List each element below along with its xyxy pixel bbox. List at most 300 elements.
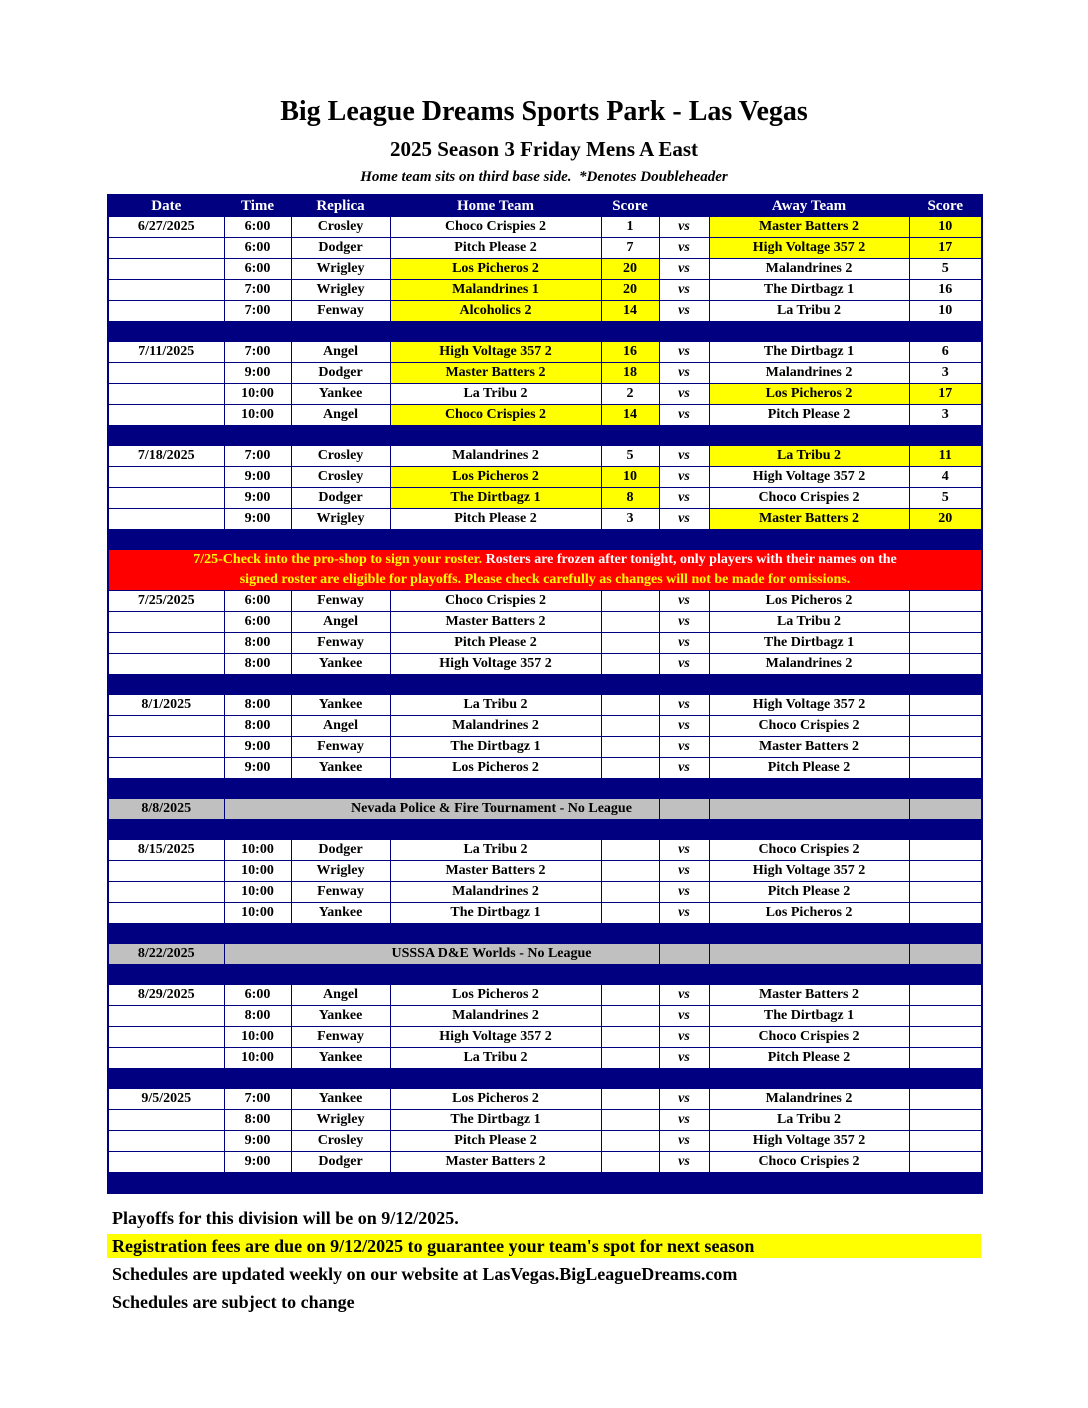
home-score-cell (601, 758, 659, 779)
schedule-body (108, 217, 982, 1193)
away-score-cell (909, 591, 982, 612)
away-score-cell: 11 (909, 446, 982, 467)
time-cell: 6:00 (224, 985, 291, 1006)
game-row (108, 903, 982, 924)
away-team-cell: The Dirtbagz 1 (709, 280, 909, 301)
vs-cell: vs (659, 654, 709, 675)
spacer-row (108, 675, 982, 695)
time-cell: 7:00 (224, 446, 291, 467)
away-team-cell: High Voltage 357 2 (709, 861, 909, 882)
home-score-cell (601, 1048, 659, 1069)
date-cell (108, 1048, 224, 1069)
home-team-cell: La Tribu 2 (390, 840, 601, 861)
away-team-cell: Los Picheros 2 (709, 591, 909, 612)
spacer-cell (108, 1173, 982, 1193)
time-cell: 7:00 (224, 342, 291, 363)
home-team-cell: High Voltage 357 2 (390, 342, 601, 363)
game-row (108, 509, 982, 530)
date-cell: 8/8/2025 (108, 799, 224, 820)
game-row (108, 633, 982, 654)
away-score-cell: 10 (909, 301, 982, 322)
game-row (108, 1110, 982, 1131)
home-team-cell: Los Picheros 2 (390, 758, 601, 779)
vs-cell: vs (659, 591, 709, 612)
game-row (108, 716, 982, 737)
away-score-cell (909, 903, 982, 924)
time-cell: 8:00 (224, 1110, 291, 1131)
home-team-cell: Pitch Please 2 (390, 509, 601, 530)
game-row (108, 840, 982, 861)
home-team-cell: Los Picheros 2 (390, 259, 601, 280)
game-row (108, 1089, 982, 1110)
away-score-cell: 6 (909, 342, 982, 363)
away-team-cell: Master Batters 2 (709, 217, 909, 238)
home-team-cell: Pitch Please 2 (390, 1131, 601, 1152)
away-team-cell: Malandrines 2 (709, 654, 909, 675)
date-cell: 6/27/2025 (108, 217, 224, 238)
date-cell: 7/25/2025 (108, 591, 224, 612)
replica-cell: Dodger (291, 488, 390, 509)
time-cell: 9:00 (224, 1152, 291, 1173)
game-row (108, 1131, 982, 1152)
home-score-cell (601, 985, 659, 1006)
time-cell: 8:00 (224, 633, 291, 654)
away-score-cell (909, 1131, 982, 1152)
replica-cell: Dodger (291, 1152, 390, 1173)
away-score-cell (909, 654, 982, 675)
away-team-cell: La Tribu 2 (709, 301, 909, 322)
header-date: Date (108, 195, 224, 217)
time-cell: 6:00 (224, 591, 291, 612)
home-score-cell (601, 1152, 659, 1173)
vs-cell: vs (659, 612, 709, 633)
date-cell (108, 758, 224, 779)
away-team-cell: Choco Crispies 2 (709, 716, 909, 737)
home-team-cell: Pitch Please 2 (390, 238, 601, 259)
replica-cell: Crosley (291, 1131, 390, 1152)
replica-cell: Dodger (291, 238, 390, 259)
vs-cell: vs (659, 488, 709, 509)
vs-cell: vs (659, 363, 709, 384)
game-row (108, 405, 982, 426)
away-team-cell: Malandrines 2 (709, 363, 909, 384)
replica-cell: Yankee (291, 695, 390, 716)
away-team-cell: High Voltage 357 2 (709, 467, 909, 488)
date-cell (108, 716, 224, 737)
vs-cell: vs (659, 342, 709, 363)
away-team-cell: Choco Crispies 2 (709, 1152, 909, 1173)
game-row (108, 384, 982, 405)
vs-cell: vs (659, 1110, 709, 1131)
away-team-cell: High Voltage 357 2 (709, 695, 909, 716)
away-score-cell (909, 716, 982, 737)
spacer-cell (108, 924, 982, 944)
spacer-row (108, 426, 982, 446)
away-team-cell: La Tribu 2 (709, 446, 909, 467)
home-score-cell: 7 (601, 238, 659, 259)
header-row (108, 195, 982, 217)
date-cell (108, 488, 224, 509)
roster-notice-row (108, 550, 982, 591)
header-away-team: Away Team (709, 195, 909, 217)
home-team-cell: Master Batters 2 (390, 363, 601, 384)
date-cell (108, 259, 224, 280)
date-cell (108, 861, 224, 882)
away-score-cell: 17 (909, 238, 982, 259)
away-team-cell: Malandrines 2 (709, 1089, 909, 1110)
replica-cell: Wrigley (291, 259, 390, 280)
date-cell: 8/29/2025 (108, 985, 224, 1006)
home-team-cell: Malandrines 2 (390, 882, 601, 903)
home-team-cell: The Dirtbagz 1 (390, 903, 601, 924)
game-row (108, 861, 982, 882)
home-score-cell (601, 654, 659, 675)
time-cell: 10:00 (224, 384, 291, 405)
replica-cell: Angel (291, 716, 390, 737)
away-team-cell: Pitch Please 2 (709, 1048, 909, 1069)
home-team-cell: High Voltage 357 2 (390, 654, 601, 675)
home-score-cell (601, 903, 659, 924)
date-cell (108, 1027, 224, 1048)
away-team-cell: Malandrines 2 (709, 259, 909, 280)
home-team-cell: The Dirtbagz 1 (390, 737, 601, 758)
tournament-label-cell: Nevada Police & Fire Tournament - No League (224, 799, 659, 820)
game-row (108, 758, 982, 779)
vs-cell: vs (659, 903, 709, 924)
vs-cell: vs (659, 737, 709, 758)
vs-cell: vs (659, 1027, 709, 1048)
spacer-cell (108, 426, 982, 446)
away-team-cell: La Tribu 2 (709, 1110, 909, 1131)
vs-cell: vs (659, 467, 709, 488)
home-score-cell: 1 (601, 217, 659, 238)
game-row (108, 238, 982, 259)
home-score-cell (601, 591, 659, 612)
home-team-note: Home team sits on third base side. *Denotes Doubleheader (360, 169, 728, 186)
home-team-cell: Pitch Please 2 (390, 633, 601, 654)
tournament-label-cell: USSSA D&E Worlds - No League (224, 944, 659, 965)
away-team-cell: Choco Crispies 2 (709, 488, 909, 509)
home-score-cell: 14 (601, 301, 659, 322)
time-cell: 7:00 (224, 301, 291, 322)
replica-cell: Yankee (291, 654, 390, 675)
time-cell: 6:00 (224, 217, 291, 238)
time-cell: 10:00 (224, 861, 291, 882)
vs-cell: vs (659, 633, 709, 654)
header-home-team: Home Team (390, 195, 601, 217)
game-row (108, 591, 982, 612)
season-subtitle: 2025 Season 3 Friday Mens A East (389, 137, 699, 162)
replica-cell: Wrigley (291, 280, 390, 301)
home-score-cell: 20 (601, 259, 659, 280)
date-cell (108, 405, 224, 426)
date-cell (108, 903, 224, 924)
notice-text-segment: signed roster are eligible for playoffs. Please check carefully as changes will not be made for omissions. (239, 572, 851, 588)
spacer-row (108, 1069, 982, 1089)
vs-cell: vs (659, 217, 709, 238)
home-team-cell: Los Picheros 2 (390, 985, 601, 1006)
home-team-cell: Malandrines 1 (390, 280, 601, 301)
game-row (108, 280, 982, 301)
game-row (108, 301, 982, 322)
game-row (108, 259, 982, 280)
away-team-cell: Pitch Please 2 (709, 758, 909, 779)
replica-cell: Angel (291, 985, 390, 1006)
away-score-cell (909, 1048, 982, 1069)
home-team-cell: High Voltage 357 2 (390, 1027, 601, 1048)
replica-cell: Dodger (291, 363, 390, 384)
away-score-cell (909, 1110, 982, 1131)
time-cell: 7:00 (224, 280, 291, 301)
away-team-cell: Choco Crispies 2 (709, 1027, 909, 1048)
away-score-cell (909, 1027, 982, 1048)
away-team-cell: Pitch Please 2 (709, 405, 909, 426)
home-team-cell: Choco Crispies 2 (390, 405, 601, 426)
vs-cell: vs (659, 301, 709, 322)
game-row (108, 882, 982, 903)
date-cell (108, 1110, 224, 1131)
away-score-cell: 10 (909, 217, 982, 238)
replica-cell: Crosley (291, 467, 390, 488)
time-cell: 8:00 (224, 716, 291, 737)
home-team-cell: La Tribu 2 (390, 1048, 601, 1069)
spacer-cell (108, 530, 982, 550)
time-cell: 10:00 (224, 882, 291, 903)
date-cell (108, 467, 224, 488)
away-team-cell: Master Batters 2 (709, 737, 909, 758)
away-score-cell: 5 (909, 259, 982, 280)
replica-cell: Angel (291, 342, 390, 363)
vs-cell: vs (659, 259, 709, 280)
spacer-cell (108, 675, 982, 695)
away-score-cell (909, 985, 982, 1006)
game-row (108, 1048, 982, 1069)
spacer-row (108, 530, 982, 550)
home-score-cell (601, 633, 659, 654)
away-team-cell: Los Picheros 2 (709, 903, 909, 924)
home-team-cell: Master Batters 2 (390, 861, 601, 882)
time-cell: 9:00 (224, 467, 291, 488)
home-score-cell (601, 695, 659, 716)
game-row (108, 737, 982, 758)
time-cell: 10:00 (224, 1027, 291, 1048)
date-cell: 7/18/2025 (108, 446, 224, 467)
away-score-cell: 5 (909, 488, 982, 509)
away-score-cell: 16 (909, 280, 982, 301)
away-score-cell (909, 612, 982, 633)
game-row (108, 363, 982, 384)
home-score-cell (601, 1131, 659, 1152)
game-row (108, 612, 982, 633)
away-score-cell: 20 (909, 509, 982, 530)
time-cell: 10:00 (224, 405, 291, 426)
home-score-cell (601, 1006, 659, 1027)
notice-text-segment: 7/25-Check into the pro-shop to sign your roster. (193, 552, 483, 568)
game-row (108, 342, 982, 363)
time-cell: 6:00 (224, 612, 291, 633)
away-score-cell (909, 695, 982, 716)
vs-cell: vs (659, 405, 709, 426)
away-team-cell: High Voltage 357 2 (709, 238, 909, 259)
date-cell (108, 238, 224, 259)
notice-text-segment: Rosters are frozen after tonight, only players with their names on the (482, 552, 897, 568)
replica-cell: Angel (291, 612, 390, 633)
away-score-cell (909, 737, 982, 758)
away-team-cell: Master Batters 2 (709, 985, 909, 1006)
time-cell: 9:00 (224, 1131, 291, 1152)
spacer-row (108, 1173, 982, 1193)
away-score-cell: 3 (909, 363, 982, 384)
away-team-cell (709, 944, 909, 965)
game-row (108, 1006, 982, 1027)
date-cell (108, 384, 224, 405)
vs-cell: vs (659, 446, 709, 467)
replica-cell: Yankee (291, 1006, 390, 1027)
away-score-cell (909, 799, 982, 820)
replica-cell: Angel (291, 405, 390, 426)
date-cell (108, 301, 224, 322)
roster-notice-cell (108, 550, 982, 591)
spacer-cell (108, 322, 982, 342)
replica-cell: Yankee (291, 903, 390, 924)
replica-cell: Fenway (291, 301, 390, 322)
notice-line (109, 570, 981, 590)
home-team-cell: Malandrines 2 (390, 716, 601, 737)
away-team-cell: Los Picheros 2 (709, 384, 909, 405)
date-cell: 8/15/2025 (108, 840, 224, 861)
date-cell (108, 363, 224, 384)
home-score-cell: 20 (601, 280, 659, 301)
vs-cell: vs (659, 882, 709, 903)
time-cell: 10:00 (224, 1048, 291, 1069)
vs-cell: vs (659, 695, 709, 716)
page-title: Big League Dreams Sports Park - Las Vegas (280, 96, 808, 127)
away-team-cell: The Dirtbagz 1 (709, 342, 909, 363)
date-cell (108, 882, 224, 903)
spacer-row (108, 779, 982, 799)
replica-cell: Fenway (291, 882, 390, 903)
spacer-row (108, 965, 982, 985)
away-score-cell (909, 861, 982, 882)
replica-cell: Yankee (291, 1048, 390, 1069)
tournament-row (108, 799, 982, 820)
registration-note: Registration fees are due on 9/12/2025 to guarantee your team's spot for next season (107, 1234, 981, 1258)
time-cell: 9:00 (224, 737, 291, 758)
time-cell: 9:00 (224, 758, 291, 779)
home-team-cell: Choco Crispies 2 (390, 217, 601, 238)
time-cell: 6:00 (224, 238, 291, 259)
home-score-cell: 8 (601, 488, 659, 509)
replica-cell: Fenway (291, 633, 390, 654)
replica-cell: Wrigley (291, 1110, 390, 1131)
spacer-cell (108, 1069, 982, 1089)
home-team-cell: The Dirtbagz 1 (390, 1110, 601, 1131)
date-cell (108, 509, 224, 530)
date-cell (108, 612, 224, 633)
date-cell: 7/11/2025 (108, 342, 224, 363)
vs-cell: vs (659, 985, 709, 1006)
home-score-cell: 2 (601, 384, 659, 405)
home-team-cell: Malandrines 2 (390, 446, 601, 467)
date-cell: 8/1/2025 (108, 695, 224, 716)
home-score-cell: 3 (601, 509, 659, 530)
home-team-cell: Master Batters 2 (390, 612, 601, 633)
playoffs-note: Playoffs for this division will be on 9/12/2025. (112, 1207, 459, 1228)
time-cell: 8:00 (224, 695, 291, 716)
spacer-cell (108, 965, 982, 985)
vs-cell: vs (659, 1131, 709, 1152)
away-team-cell: Choco Crispies 2 (709, 840, 909, 861)
header-time: Time (224, 195, 291, 217)
vs-cell: vs (659, 384, 709, 405)
vs-cell: vs (659, 1152, 709, 1173)
replica-cell: Crosley (291, 446, 390, 467)
tournament-row (108, 944, 982, 965)
date-cell (108, 1152, 224, 1173)
vs-cell: vs (659, 861, 709, 882)
home-score-cell (601, 840, 659, 861)
time-cell: 9:00 (224, 509, 291, 530)
spacer-cell (108, 820, 982, 840)
home-score-cell (601, 612, 659, 633)
time-cell: 7:00 (224, 1089, 291, 1110)
vs-cell: vs (659, 716, 709, 737)
date-cell (108, 280, 224, 301)
time-cell: 10:00 (224, 840, 291, 861)
date-cell: 8/22/2025 (108, 944, 224, 965)
game-row (108, 985, 982, 1006)
home-team-cell: La Tribu 2 (390, 384, 601, 405)
replica-cell: Yankee (291, 758, 390, 779)
time-cell: 9:00 (224, 488, 291, 509)
time-cell: 9:00 (224, 363, 291, 384)
away-team-cell: Master Batters 2 (709, 509, 909, 530)
vs-cell: vs (659, 1089, 709, 1110)
vs-cell: vs (659, 238, 709, 259)
date-cell (108, 633, 224, 654)
date-cell: 9/5/2025 (108, 1089, 224, 1110)
home-team-cell: The Dirtbagz 1 (390, 488, 601, 509)
away-score-cell (909, 840, 982, 861)
away-score-cell (909, 944, 982, 965)
away-score-cell: 4 (909, 467, 982, 488)
date-cell (108, 1006, 224, 1027)
home-score-cell (601, 1089, 659, 1110)
home-score-cell (601, 861, 659, 882)
home-team-cell: Los Picheros 2 (390, 1089, 601, 1110)
away-score-cell: 17 (909, 384, 982, 405)
vs-cell: vs (659, 758, 709, 779)
replica-cell: Wrigley (291, 509, 390, 530)
home-score-cell (601, 716, 659, 737)
home-score-cell (601, 737, 659, 758)
time-cell: 8:00 (224, 654, 291, 675)
home-team-cell: Malandrines 2 (390, 1006, 601, 1027)
vs-cell (659, 799, 709, 820)
game-row (108, 695, 982, 716)
home-team-cell: Choco Crispies 2 (390, 591, 601, 612)
game-row (108, 217, 982, 238)
replica-cell: Fenway (291, 1027, 390, 1048)
away-team-cell: The Dirtbagz 1 (709, 633, 909, 654)
home-score-cell (601, 1110, 659, 1131)
header-vs (659, 195, 709, 217)
game-row (108, 446, 982, 467)
replica-cell: Fenway (291, 591, 390, 612)
home-team-cell: La Tribu 2 (390, 695, 601, 716)
header-away-score: Score (909, 195, 982, 217)
replica-cell: Wrigley (291, 861, 390, 882)
